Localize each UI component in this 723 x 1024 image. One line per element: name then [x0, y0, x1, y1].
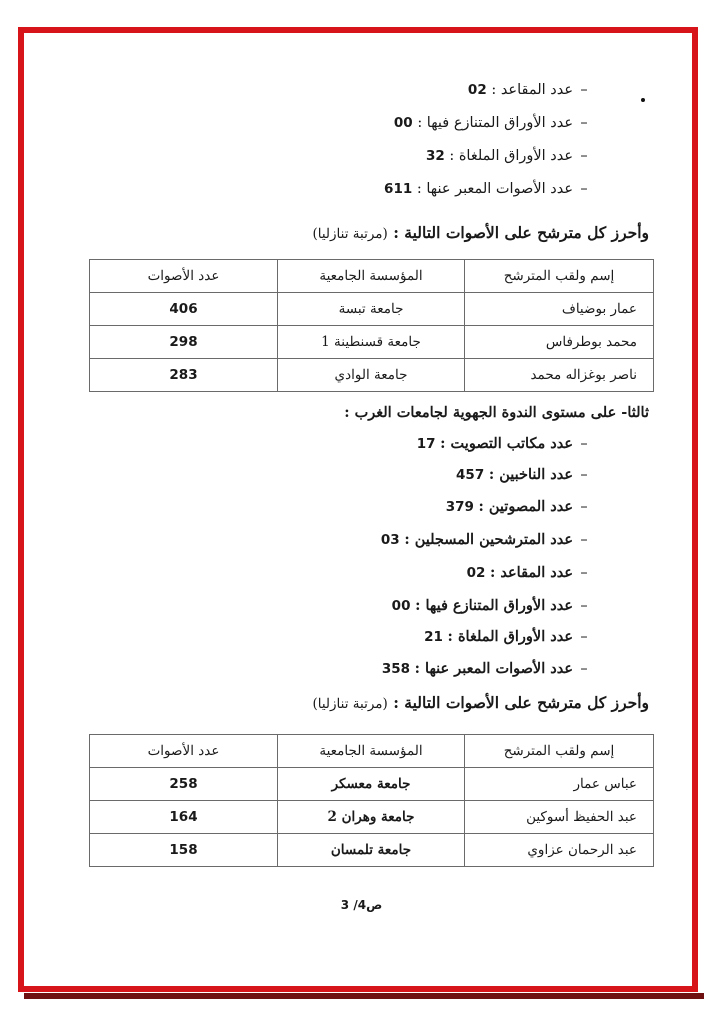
table-row [90, 801, 654, 834]
page-border-shadow [24, 993, 704, 999]
candidate-votes: 406 [90, 293, 278, 326]
results-heading-text: وأحرز كل مترشح على الأصوات التالية : [393, 693, 649, 712]
header-votes: عدد الأصوات [90, 735, 278, 768]
stat-value: 02 [466, 565, 486, 581]
stat-disputed-ballots: –عدد الأوراق المتنازع فيها : 00 [391, 597, 588, 614]
candidate-name: عبد الحفيظ أسوكين [465, 801, 654, 834]
results-heading-note: (مرتبة تنازليا) [312, 226, 388, 242]
candidate-votes: 158 [90, 834, 278, 867]
header-candidate: إسم ولقب المترشح [465, 260, 654, 293]
candidate-institution: جامعة الوادي [278, 359, 465, 392]
stat-label: عدد الأوراق الملغاة : [449, 148, 573, 164]
stat-value: 457 [456, 467, 485, 483]
candidate-name: عبد الرحمان عزاوي [465, 834, 654, 867]
candidate-institution: جامعة قسنطينة 1 [278, 326, 465, 359]
stat-label: عدد الأوراق الملغاة : [447, 628, 573, 645]
header-candidate: إسم ولقب المترشح [465, 735, 654, 768]
stat-value: 358 [381, 661, 411, 677]
candidate-name: محمد بوطرفاس [465, 326, 654, 359]
stat-label: عدد الناخبين : [488, 466, 573, 483]
candidate-votes: 298 [90, 326, 278, 359]
stat-seats: –عدد المقاعد : 02 [467, 82, 588, 98]
header-institution: المؤسسة الجامعية [278, 735, 465, 768]
stat-label: عدد الأصوات المعبر عنها : [414, 660, 573, 677]
stat-label: عدد الأصوات المعبر عنها : [416, 181, 573, 197]
table-row [90, 768, 654, 801]
stat-voters: –عدد المصوتين : 379 [445, 498, 588, 515]
stat-value: 32 [425, 148, 445, 164]
stat-polling-stations: –عدد مكاتب التصويت : 17 [416, 435, 588, 452]
table-header-row [90, 735, 654, 768]
header-institution: المؤسسة الجامعية [278, 260, 465, 293]
stat-value: 02 [467, 82, 487, 98]
stat-label: عدد المصوتين : [478, 498, 573, 515]
candidate-votes: 164 [90, 801, 278, 834]
stat-seats: –عدد المقاعد : 02 [466, 564, 588, 581]
table-row [90, 359, 654, 392]
candidate-institution: جامعة تلمسان [278, 834, 465, 867]
page-number: ص4/ 3 [340, 898, 383, 912]
table-row [90, 293, 654, 326]
stat-value: 21 [424, 629, 443, 645]
stat-label: عدد مكاتب التصويت : [440, 435, 573, 452]
table-header-row [90, 260, 654, 293]
stat-value: 379 [445, 499, 474, 515]
section-three-heading: ثالثا- على مستوى الندوة الجهوية لجامعات الغرب : [344, 404, 649, 421]
candidate-institution: جامعة وهران 2 [278, 801, 465, 834]
stat-label: عدد الأوراق المتنازع فيها : [415, 597, 573, 614]
results-heading-note: (مرتبة تنازليا) [312, 696, 388, 712]
stray-dot [641, 98, 645, 102]
stat-value: 03 [380, 532, 400, 548]
stat-registered-candidates: –عدد المترشحين المسجلين : 03 [380, 531, 588, 548]
results-table-1 [89, 259, 654, 392]
results-heading-1 [312, 222, 649, 245]
stat-value: 611 [384, 181, 413, 197]
stat-label: عدد الأوراق المتنازع فيها : [417, 115, 573, 131]
stat-expressed-votes: –عدد الأصوات المعبر عنها : 358 [381, 660, 588, 677]
results-table-2 [89, 734, 654, 867]
results-heading-text: وأحرز كل مترشح على الأصوات التالية : [393, 223, 649, 242]
candidate-institution: جامعة معسكر [278, 768, 465, 801]
stat-electors: –عدد الناخبين : 457 [456, 466, 588, 483]
results-heading-2 [312, 692, 649, 715]
candidate-votes: 258 [90, 768, 278, 801]
stat-invalid-ballots: –عدد الأوراق الملغاة : 21 [424, 628, 588, 645]
stat-label: عدد المقاعد : [491, 82, 573, 98]
stat-label: عدد المترشحين المسجلين : [404, 531, 573, 548]
candidate-name: عمار بوضياف [465, 293, 654, 326]
candidate-votes: 283 [90, 359, 278, 392]
stat-disputed-ballots: –عدد الأوراق المتنازع فيها : 00 [393, 115, 588, 131]
stat-value: 00 [393, 115, 413, 131]
candidate-name: عباس عمار [465, 768, 654, 801]
table-row [90, 326, 654, 359]
stat-invalid-ballots: –عدد الأوراق الملغاة : 32 [425, 148, 588, 164]
stat-label: عدد المقاعد : [489, 564, 573, 581]
stat-expressed-votes: –عدد الأصوات المعبر عنها : 611 [384, 181, 588, 197]
table-row [90, 834, 654, 867]
candidate-institution: جامعة تبسة [278, 293, 465, 326]
header-votes: عدد الأصوات [90, 260, 278, 293]
stat-value: 17 [416, 436, 436, 452]
stat-value: 00 [391, 598, 411, 614]
candidate-name: ناصر بوغزاله محمد [465, 359, 654, 392]
